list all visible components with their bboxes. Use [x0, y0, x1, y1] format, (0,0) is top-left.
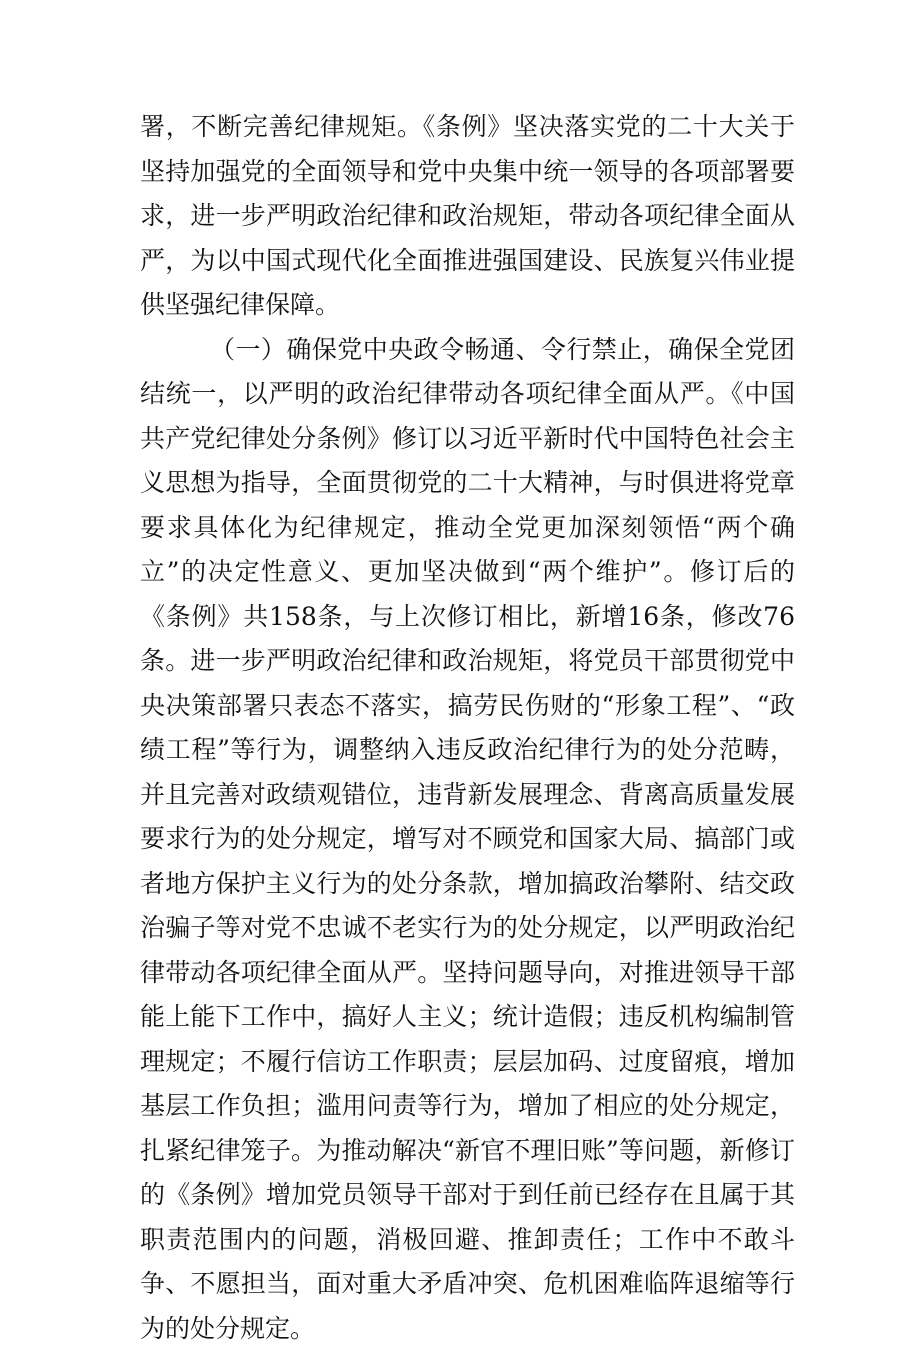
- document-body: [140, 105, 795, 1351]
- paragraph-continuation: 署，不断完善纪律规矩。《条例》坚决落实党的二十大关于坚持加强党的全面领导和党中央集中统一领导的各项部署要求，进一步严明政治纪律和政治规矩，带动各项纪律全面从严，为以中国式现代化全面推进强国建设、民族复兴伟业提供坚强纪律保障。: [140, 105, 795, 328]
- paragraph-section-one: （一）确保党中央政令畅通、令行禁止，确保全党团结统一，以严明的政治纪律带动各项纪律全面从严。《中国共产党纪律处分条例》修订以习近平新时代中国特色社会主义思想为指导，全面贯彻党的二十大精神，与时俱进将党章要求具体化为纪律规定，推动全党更加深刻领悟“两个确立”的决定性意义、更加坚决做到“两个维护”。修订后的《条例》共158条，与上次修订相比，新增16条，修改76条。进一步严明政治纪律和政治规矩，将党员干部贯彻党中央决策部署只表态不落实，搞劳民伤财的“形象工程”、“政绩工程”等行为，调整纳入违反政治纪律行为的处分范畴，并且完善对政绩观错位，违背新发展理念、背离高质量发展要求行为的处分规定，增写对不顾党和国家大局、搞部门或者地方保护主义行为的处分条款，增加搞政治攀附、结交政治骗子等对党不忠诚不老实行为的处分规定，以严明政治纪律带动各项纪律全面从严。坚持问题导向，对推进领导干部能上能下工作中，搞好人主义；统计造假；违反机构编制管理规定；不履行信访工作职责；层层加码、过度留痕，增加基层工作负担；滥用问责等行为，增加了相应的处分规定，扎紧纪律笼子。为推动解决“新官不理旧账”等问题，新修订的《条例》增加党员领导干部对于到任前已经存在且属于其职责范围内的问题，消极回避、推卸责任；工作中不敢斗争、不愿担当，面对重大矛盾冲突、危机困难临阵退缩等行为的处分规定。: [140, 328, 795, 1351]
